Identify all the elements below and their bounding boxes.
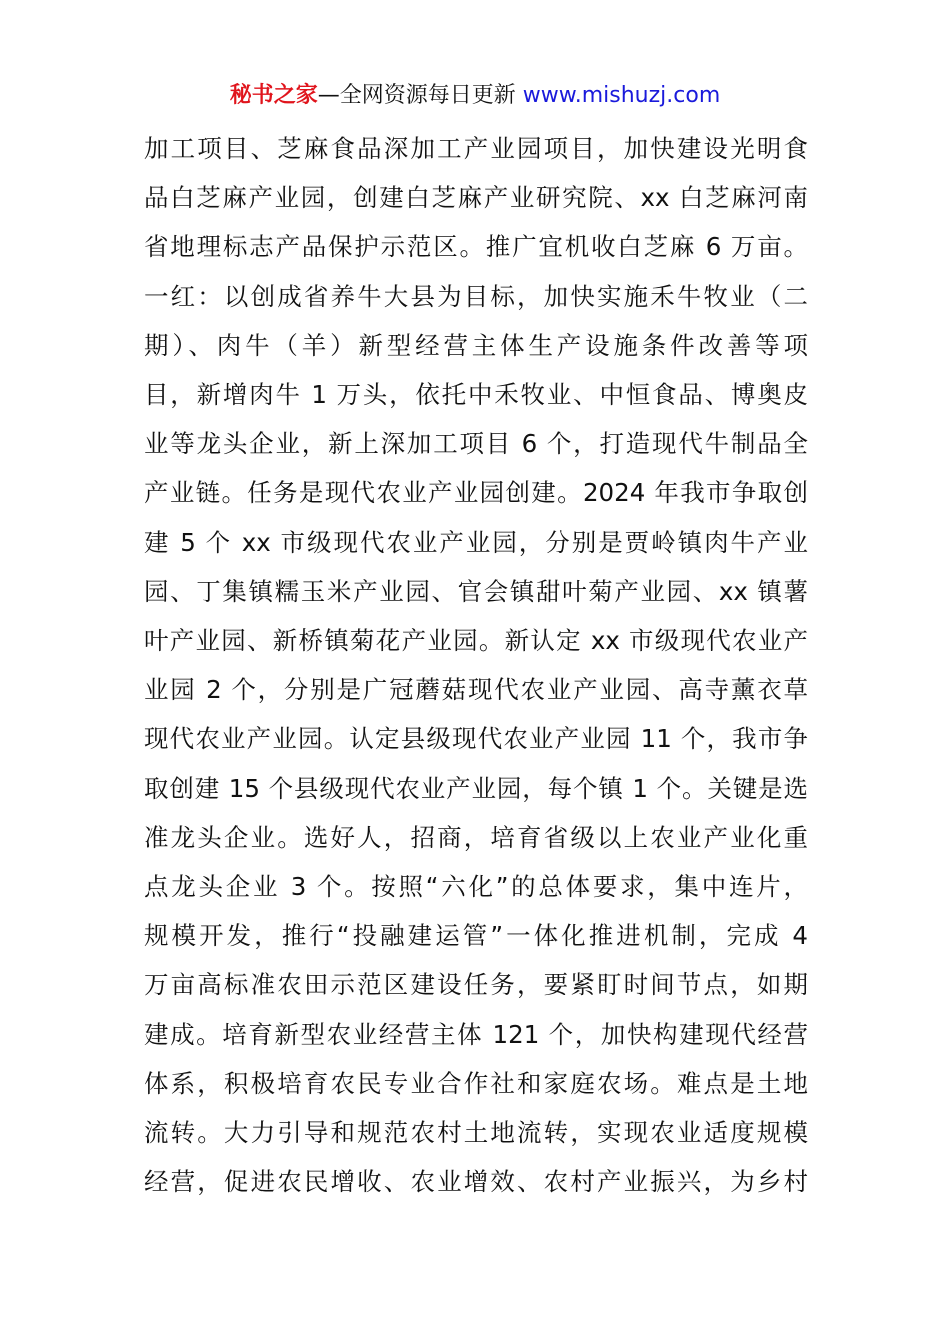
body-line: 经营，促进农民增收、农业增效、农村产业振兴，为乡村 — [144, 1167, 808, 1197]
body-line: 业园 2 个，分别是广冠蘑菇现代农业产业园、高寺薰衣草 — [144, 675, 808, 705]
body-line: 准龙头企业。选好人，招商，培育省级以上农业产业化重 — [144, 822, 808, 852]
body-line: 产业链。任务是现代农业产业园创建。2024 年我市争取创 — [144, 478, 808, 508]
body-line: 取创建 15 个县级现代农业产业园，每个镇 1 个。关键是选 — [144, 773, 808, 803]
site-url-link[interactable]: www.mishuzj.com — [522, 83, 721, 108]
brand-name: 秘书之家 — [229, 83, 318, 108]
body-line: 叶产业园、新桥镇菊花产业园。新认定 xx 市级现代农业产 — [144, 626, 808, 656]
header-tagline: —全网资源每日更新 — [317, 83, 523, 108]
body-line: 园、丁集镇糯玉米产业园、官会镇甜叶菊产业园、xx 镇薯 — [144, 576, 808, 606]
body-line: 体系，积极培育农民专业合作社和家庭农场。难点是土地 — [144, 1068, 808, 1098]
body-line: 加工项目、芝麻食品深加工产业园项目，加快建设光明食 — [144, 134, 808, 163]
body-line: 品白芝麻产业园，创建白芝麻产业研究院、xx 白芝麻河南 — [144, 183, 808, 213]
body-line: 现代农业产业园。认定县级现代农业产业园 11 个，我市争 — [144, 724, 808, 754]
site-header — [0, 80, 950, 112]
body-line: 省地理标志产品保护示范区。推广宜机收白芝麻 6 万亩。 — [144, 232, 808, 262]
body-line: 规模开发，推行“投融建运管”一体化推进机制，完成 4 — [144, 921, 808, 951]
body-line: 点龙头企业 3 个。按照“六化”的总体要求，集中连片， — [144, 872, 808, 902]
body-line: 一红：以创成省养牛大县为目标，加快实施禾牛牧业（二 — [144, 281, 808, 311]
body-line: 期）、肉牛（羊）新型经营主体生产设施条件改善等项 — [144, 330, 808, 360]
body-line: 建 5 个 xx 市级现代农业产业园，分别是贾岭镇肉牛产业 — [144, 527, 808, 557]
body-line: 业等龙头企业，新上深加工项目 6 个，打造现代牛制品全 — [144, 429, 808, 459]
document-body — [144, 124, 808, 1206]
body-line: 万亩高标准农田示范区建设任务，要紧盯时间节点，如期 — [144, 970, 808, 1000]
body-line: 建成。培育新型农业经营主体 121 个，加快构建现代经营 — [144, 1019, 808, 1049]
body-line: 流转。大力引导和规范农村土地流转，实现农业适度规模 — [144, 1118, 808, 1148]
body-line: 目，新增肉牛 1 万头，依托中禾牧业、中恒食品、博奥皮 — [144, 380, 808, 410]
